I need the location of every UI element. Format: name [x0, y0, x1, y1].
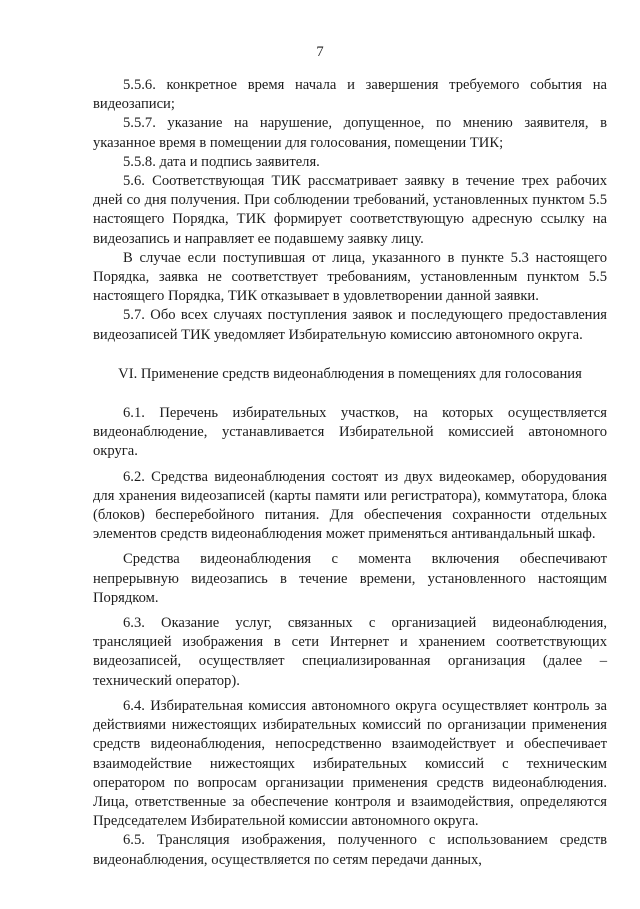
paragraph-6-2: 6.2. Средства видеонаблюдения состоят из двух видеокамер, оборудования для хранения видеозаписей (карты памяти или регистратора), коммутатора, блока (блоков) бесперебойного питания. Для обеспечения сохранности отдельных элементов средств видеонаблюдения может применяться антивандальный шкаф.: [93, 468, 607, 543]
paragraph-6-5: 6.5. Трансляция изображения, полученного с использованием средств видеонаблюдения, осуществляется по сетям передачи данных,: [93, 832, 607, 868]
paragraph-6-1: 6.1. Перечень избирательных участков, на которых осуществляется видеонаблюдение, устанавливается Избирательной комиссией автономного округа.: [93, 405, 607, 460]
paragraph-5-5-8: 5.5.8. дата и подпись заявителя.: [123, 153, 320, 170]
paragraph-6-2-continuous: Средства видеонаблюдения с момента включения обеспечивают непрерывную видеозапись в течение времени, установленного настоящим Порядком.: [93, 551, 607, 606]
paragraph-5-7: 5.7. Обо всех случаях поступления заявок и последующего предоставления видеозаписей ТИК уведомляет Избирательную комиссию автономного округа.: [93, 307, 607, 343]
document-body: [93, 76, 607, 870]
paragraph-5-5-7: 5.5.7. указание на нарушение, допущенное, по мнению заявителя, в указанное время в помещении для голосования, помещении ТИК;: [93, 115, 607, 151]
paragraph-5-6-refusal: В случае если поступившая от лица, указанного в пункте 5.3 настоящего Порядка, заявка не соответствует требованиям, установленным пунктом 5.5 настоящего Порядка, ТИК отказывает в удовлетворении данной заявки.: [93, 249, 607, 305]
paragraph-5-6: 5.6. Соответствующая ТИК рассматривает заявку в течение трех рабочих дней со дня получения. При соблюдении требований, установленных пунктом 5.5 настоящего Порядка, ТИК формирует соответствующую адресную ссылку на видеозапись и направляет ее подавшему заявку лицу.: [93, 173, 607, 247]
paragraph-5-5-6: 5.5.6. конкретное время начала и завершения требуемого события на видеозаписи;: [93, 77, 607, 113]
section-heading: VI. Применение средств видеонаблюдения в помещениях для голосования: [118, 365, 582, 382]
paragraph-6-4: 6.4. Избирательная комиссия автономного округа осуществляет контроль за действиями нижестоящих избирательных комиссий по организации применения средств видеонаблюдения, непосредственно взаимодействует и обеспечивает взаимодействие нижестоящих избирательных комиссий с техническим оператором по вопросам организации применения средств видеонаблюдения. Лица, ответственные за обеспечение контроля и взаимодействия, определяются Председателем Избирательной комиссии автономного округа.: [93, 697, 607, 830]
page-number: 7: [316, 44, 324, 60]
paragraph-6-3: 6.3. Оказание услуг, связанных с организацией видеонаблюдения, трансляцией изображения в сети Интернет и хранением соответствующих видеозаписей, осуществляет специализированная организация (далее – технический оператор).: [93, 615, 607, 689]
